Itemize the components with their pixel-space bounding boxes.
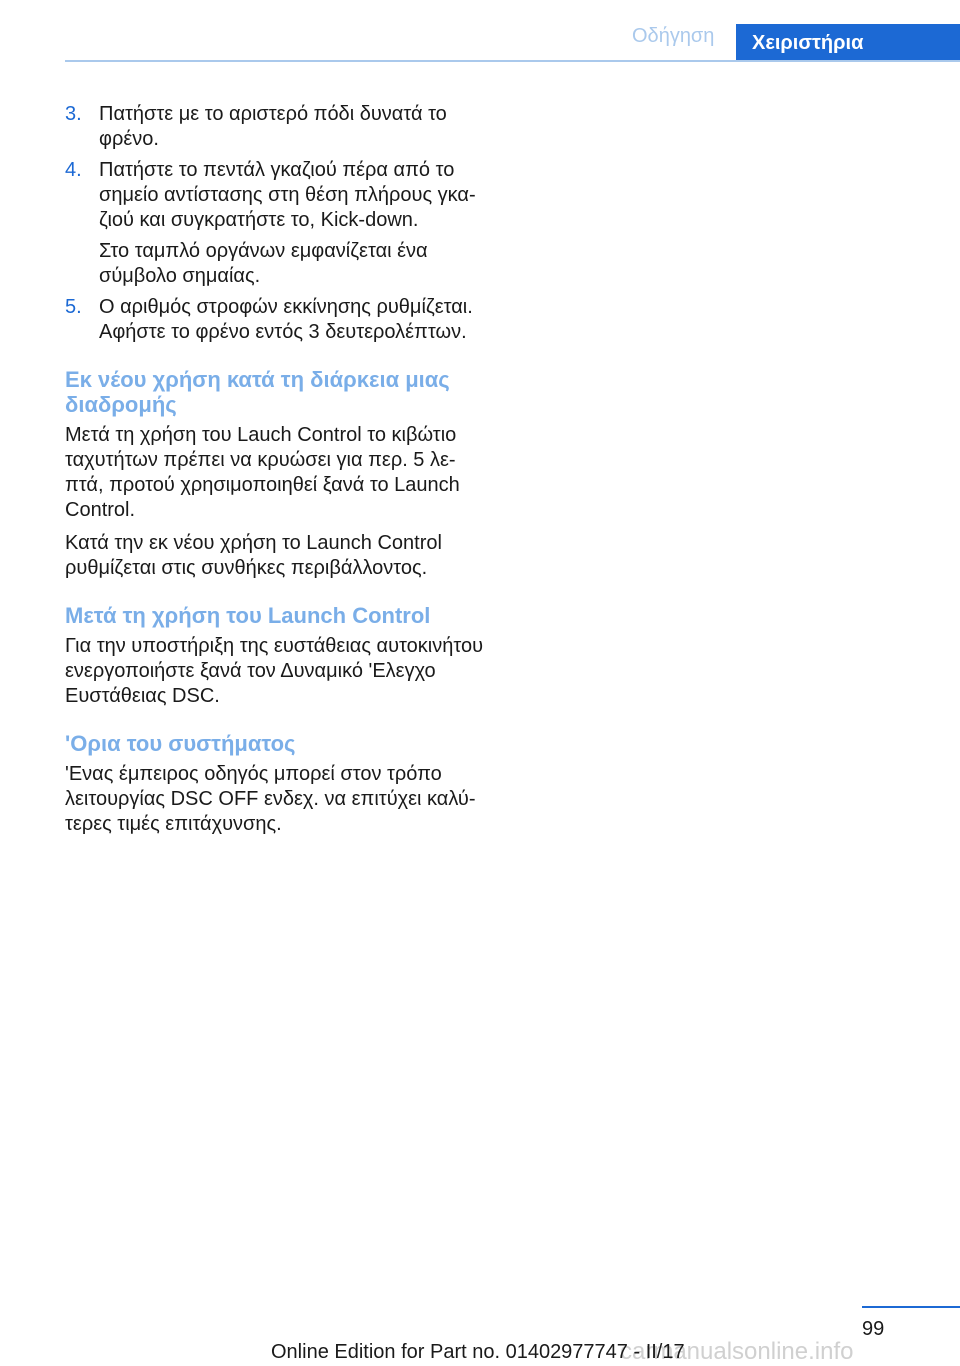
- step-number: 5.: [65, 296, 82, 318]
- section-paragraph: Κατά την εκ νέου χρήση το Launch Control ρυθμίζεται στις συνθήκες περιβάλλοντος.: [65, 532, 442, 579]
- page-number: 99: [862, 1318, 885, 1340]
- step-body: [99, 102, 485, 152]
- step-4: [65, 158, 485, 289]
- step-text: Πατήστε το πεντάλ γκαζιού πέρα από το σημείο αντίστασης στη θέση πλήρους γκαζιού και συγκρατήστε το, Kick-down.: [99, 159, 476, 231]
- page-content: [65, 102, 485, 845]
- header-rule: [65, 60, 960, 62]
- section-paragraph: Μετά τη χρήση του Lauch Control το κιβώτιο ταχυτήτων πρέπει να κρυώσει για περ. 5 λεπτά, προτού χρησιμοποιηθεί ξανά το Launch Control.: [65, 424, 460, 521]
- step-number: 4.: [65, 159, 82, 181]
- step-body: [99, 158, 485, 289]
- footer-rule: [862, 1306, 960, 1308]
- step-number: 3.: [65, 103, 82, 125]
- page-header: [0, 0, 960, 64]
- step-text: Πατήστε με το αριστερό πόδι δυνατά το φρένο.: [99, 103, 447, 150]
- edition-footer: Online Edition for Part no. 01402977747 - II/17: [271, 1341, 685, 1363]
- section-heading-after-use: Μετά τη χρήση του Launch Control: [65, 603, 431, 628]
- step-5: [65, 295, 485, 345]
- header-section-title: Οδήγηση: [632, 25, 715, 47]
- step-3: [65, 102, 485, 152]
- watermark: carmanualsonline.info: [620, 1338, 854, 1365]
- step-body: [99, 295, 485, 345]
- section-heading-reuse: Εκ νέου χρήση κατά τη διάρκεια μιας διαδρομής: [65, 367, 450, 417]
- step-text: Ο αριθμός στροφών εκκίνησης ρυθμίζεται. Αφήστε το φρένο εντός 3 δευτερολέπτων.: [99, 296, 473, 343]
- section-paragraph: Για την υποστήριξη της ευστάθειας αυτοκινήτου ενεργοποιήστε ξανά τον Δυναμικό 'Ελεγχο Ευστάθειας DSC.: [65, 635, 484, 707]
- step-note: Στο ταμπλό οργάνων εμφανίζεται ένα σύμβολο σημαίας.: [99, 240, 428, 287]
- section-heading-limits: 'Ορια του συστήματος: [65, 731, 296, 756]
- header-chapter-tab: Χειριστήρια: [736, 24, 960, 62]
- section-paragraph: 'Ενας έμπειρος οδηγός μπορεί στον τρόπο λειτουργίας DSC OFF ενδεχ. να επιτύχει καλύτερες τιμές επιτάχυνσης.: [65, 763, 476, 835]
